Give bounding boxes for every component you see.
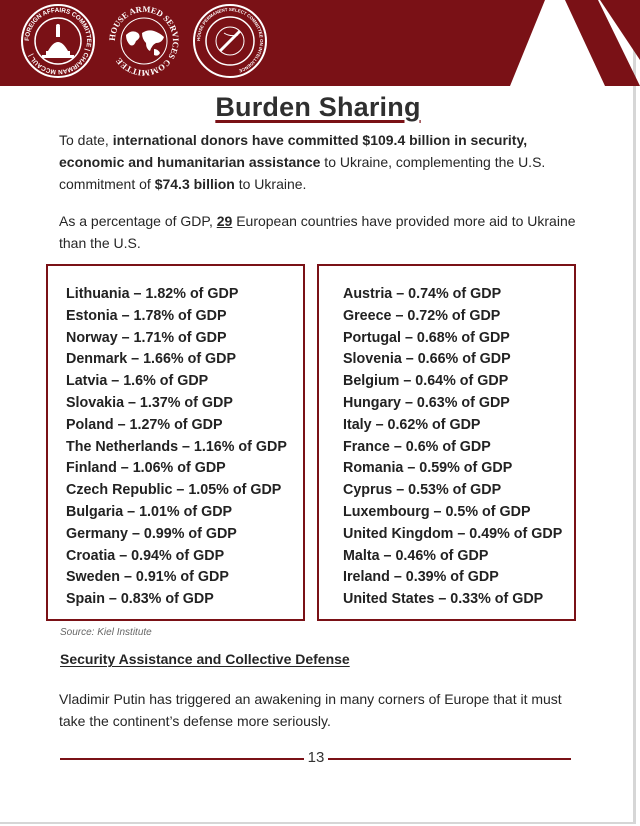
intro-text: To date, <box>59 132 113 148</box>
svg-text:FOREIGN AFFAIRS COMMITTEE | CH <box>24 7 92 75</box>
source-note: Source: Kiel Institute <box>60 627 152 638</box>
country-list-box-left <box>46 264 305 621</box>
country-gdp-item: Germany – 0.99% of GDP <box>66 525 237 542</box>
country-gdp-item: United States – 0.33% of GDP <box>343 591 544 608</box>
foreign-affairs-seal <box>20 3 96 79</box>
country-gdp-item: Romania – 0.59% of GDP <box>343 460 513 477</box>
country-gdp-item: Poland – 1.27% of GDP <box>66 416 223 433</box>
country-gdp-item: Cyprus – 0.53% of GDP <box>343 482 502 499</box>
armed-services-seal <box>106 3 182 79</box>
intelligence-committee-seal <box>192 3 268 79</box>
gdp-text: As a percentage of GDP, <box>59 213 217 229</box>
header-banner <box>0 0 640 86</box>
country-gdp-item: Denmark – 1.66% of GDP <box>66 351 237 368</box>
page-number: 13 <box>307 749 325 766</box>
country-gdp-item: Greece – 0.72% of GDP <box>343 307 501 324</box>
country-count: 29 <box>216 213 233 229</box>
country-list-right <box>343 284 574 611</box>
intro-text: to Ukraine. <box>234 176 307 192</box>
country-gdp-item: Bulgaria – 1.01% of GDP <box>66 503 233 520</box>
footer-rule-left <box>60 758 304 760</box>
section-heading: Security Assistance and Collective Defense <box>60 651 350 667</box>
country-gdp-item: Malta – 0.46% of GDP <box>343 547 489 564</box>
country-gdp-item: Norway – 1.71% of GDP <box>66 329 227 346</box>
intro-paragraph <box>59 129 579 195</box>
seal-ring-text: HOUSE PERMANENT SELECT COMMITTEE ON INTELLIGENCE <box>195 6 265 74</box>
world-map-icon <box>106 3 182 79</box>
capitol-dome-icon <box>20 3 96 79</box>
country-gdp-item: Slovakia – 1.37% of GDP <box>66 394 233 411</box>
gdp-paragraph <box>59 210 579 254</box>
seal-ring-text: HOUSE ARMED SERVICES COMMITTEE <box>106 3 182 79</box>
country-gdp-item: Czech Republic – 1.05% of GDP <box>66 482 282 499</box>
country-gdp-item: Latvia – 1.6% of GDP <box>66 373 209 390</box>
seal-ring-text: FOREIGN AFFAIRS COMMITTEE | CHAIRMAN MCCAUL | <box>23 6 93 76</box>
country-gdp-item: Austria – 0.74% of GDP <box>343 286 502 302</box>
country-gdp-item: Belgium – 0.64% of GDP <box>343 373 509 390</box>
country-gdp-item: Luxembourg – 0.5% of GDP <box>343 503 531 520</box>
country-gdp-item: Ireland – 0.39% of GDP <box>343 569 499 586</box>
country-list-left <box>66 284 303 611</box>
country-gdp-item: Estonia – 1.78% of GDP <box>66 307 227 324</box>
svg-text:HOUSE ARMED SERVICES COMMITTEE <box>107 4 181 78</box>
country-gdp-item: The Netherlands – 1.16% of GDP <box>66 438 287 455</box>
country-gdp-item: Spain – 0.83% of GDP <box>66 591 214 608</box>
closing-paragraph: Vladimir Putin has triggered an awakening in many corners of Europe that it must take the continent’s defense more seriously. <box>59 691 562 729</box>
country-gdp-item: Sweden – 0.91% of GDP <box>66 569 229 586</box>
intro-text: to Ukraine, complementing the U.S. commitment of <box>59 154 546 192</box>
country-gdp-item: Italy – 0.62% of GDP <box>343 416 481 433</box>
country-gdp-item: Hungary – 0.63% of GDP <box>343 394 510 411</box>
country-gdp-item: Portugal – 0.68% of GDP <box>343 329 510 346</box>
country-list-box-right <box>317 264 576 621</box>
country-gdp-item: Finland – 1.06% of GDP <box>66 460 226 477</box>
gdp-text: European countries have provided more aid to Ukraine than the U.S. <box>59 213 576 251</box>
footer-rule-right <box>328 758 571 760</box>
intro-bold-text: international donors have committed $109.4 billion in security, economic and humanitarian assistance <box>59 132 528 170</box>
country-gdp-item: Croatia – 0.94% of GDP <box>66 547 225 564</box>
banner-background <box>0 0 640 86</box>
country-gdp-item: Slovenia – 0.66% of GDP <box>343 351 511 368</box>
intelligence-emblem-icon <box>192 3 268 79</box>
country-gdp-item: France – 0.6% of GDP <box>343 438 491 455</box>
country-gdp-item: United Kingdom – 0.49% of GDP <box>343 525 563 542</box>
us-commitment-amount: $74.3 billion <box>154 176 235 192</box>
country-gdp-item: Lithuania – 1.82% of GDP <box>66 286 239 302</box>
page-title: Burden Sharing <box>215 92 421 122</box>
